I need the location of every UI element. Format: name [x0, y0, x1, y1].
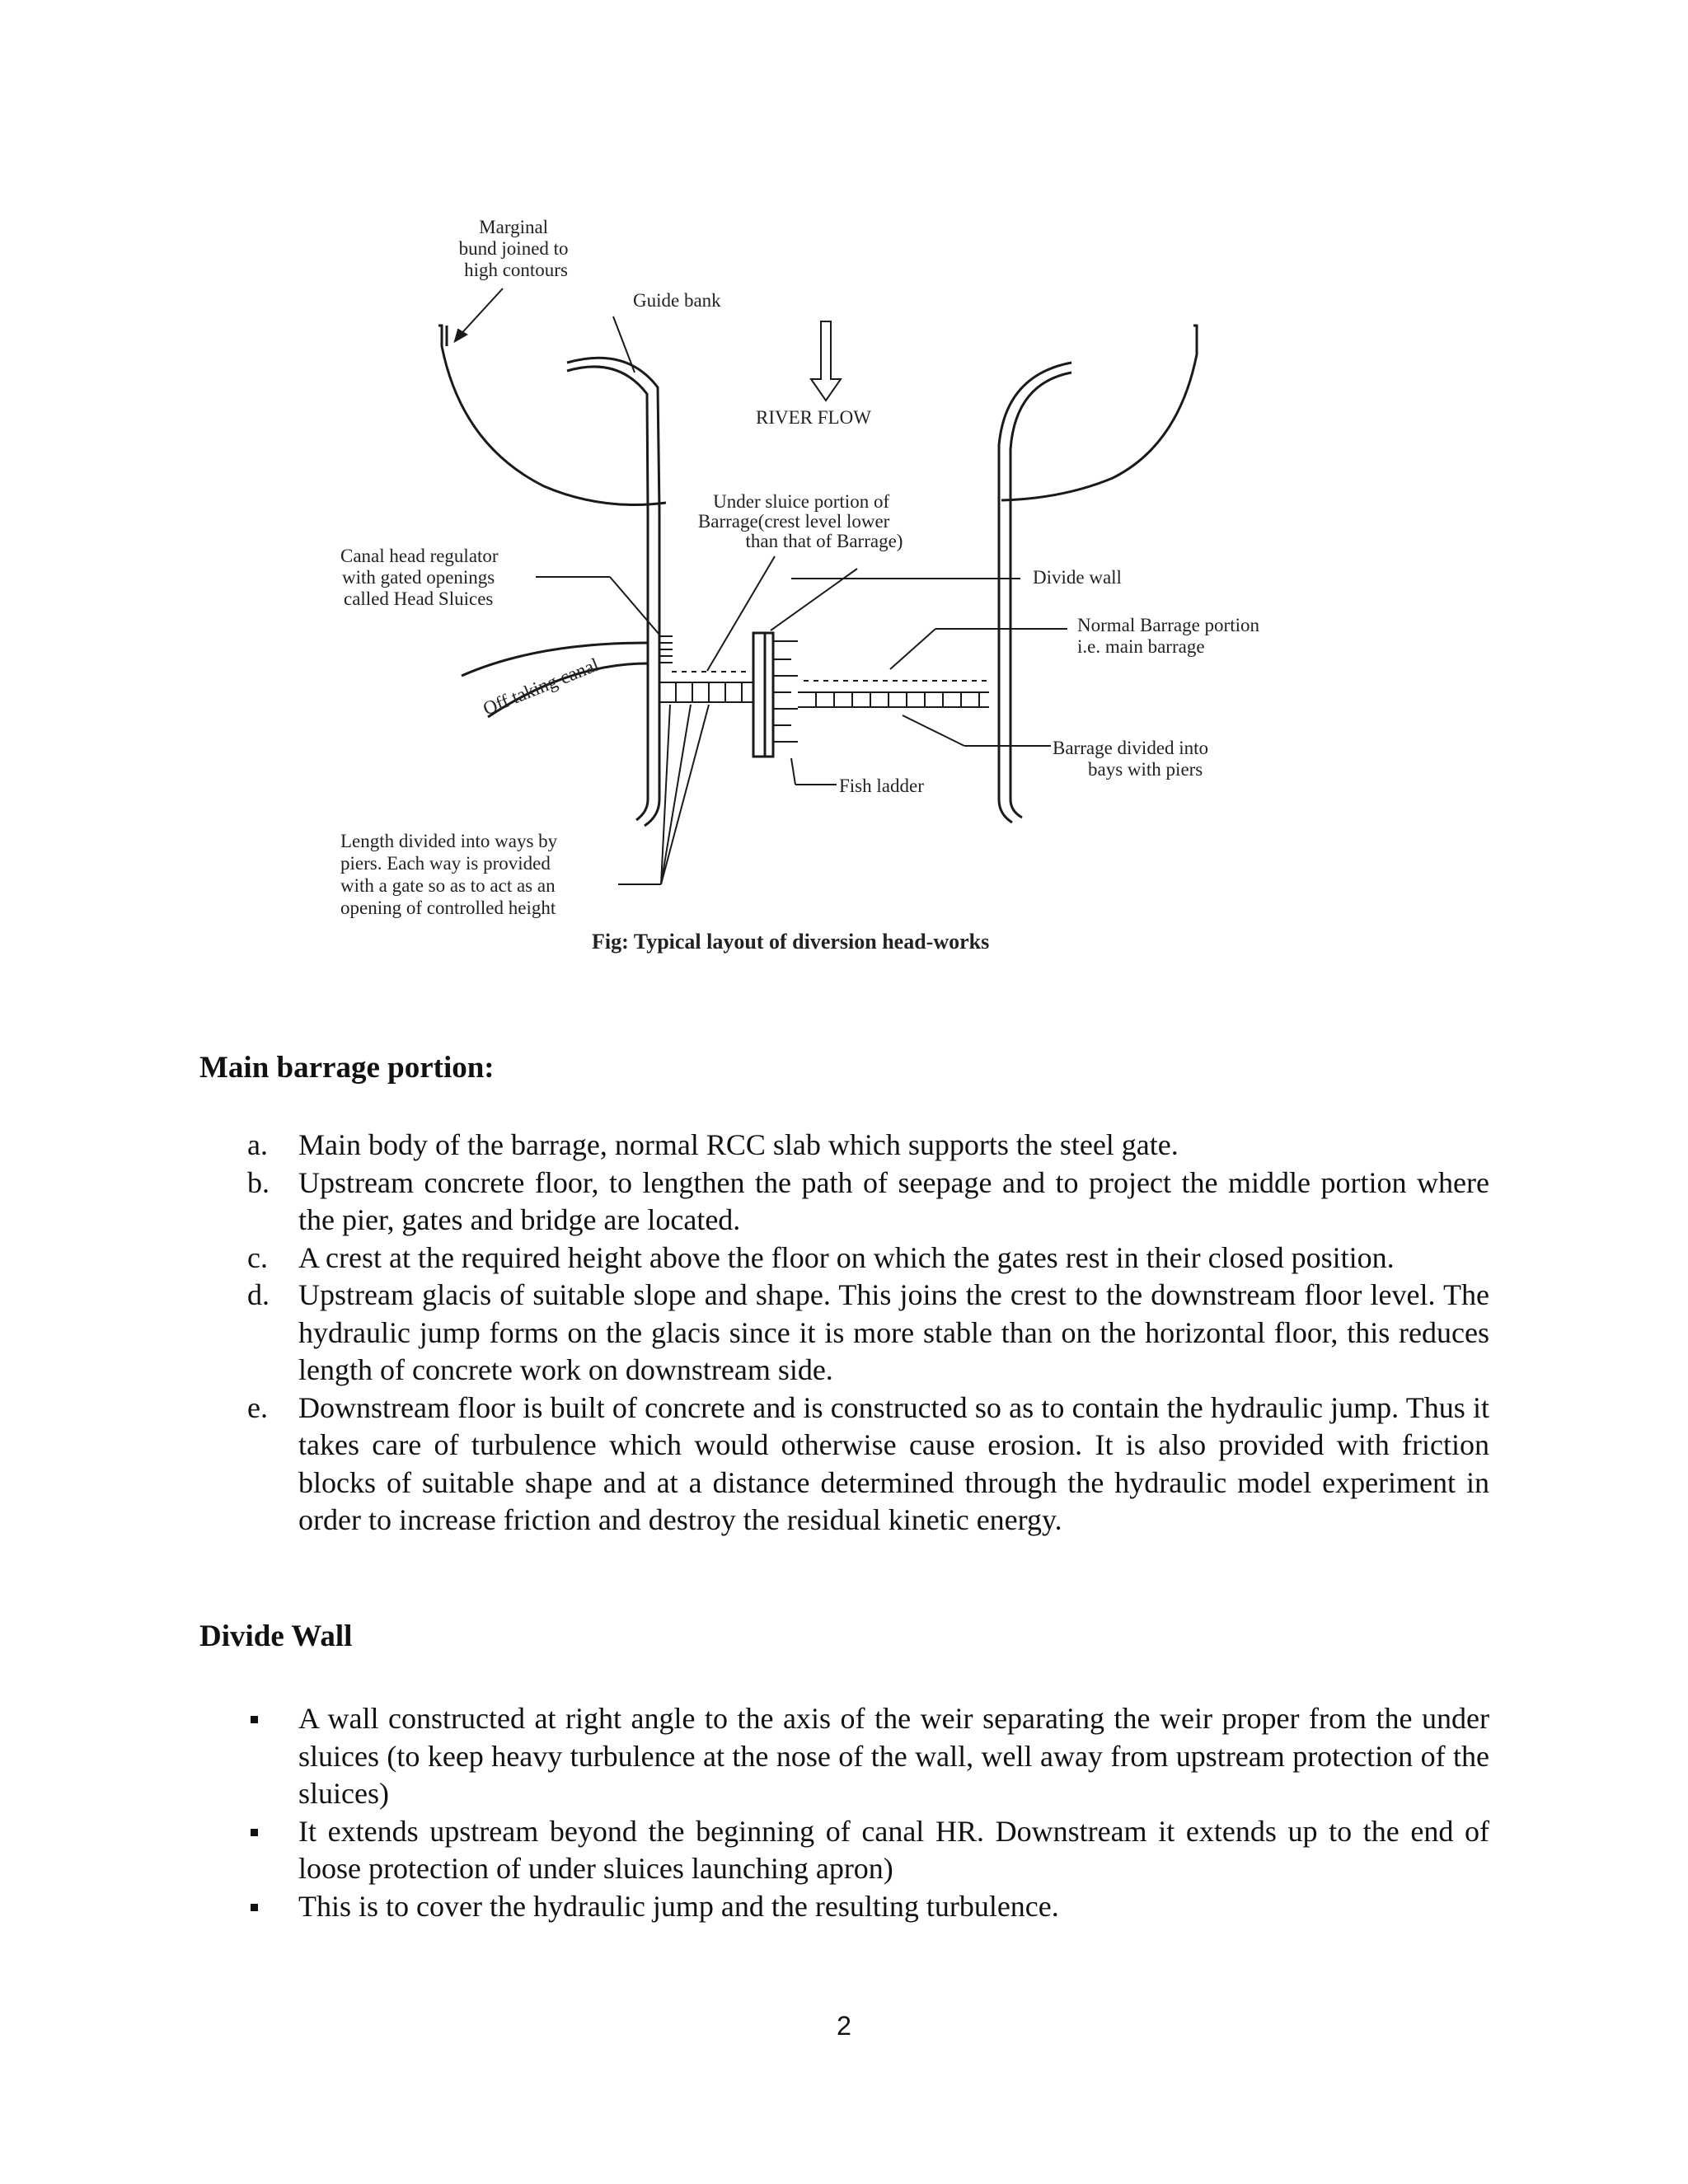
divide-wall-list [199, 1700, 1489, 1925]
list-item: It extends upstream beyond the beginning of canal HR. Downstream it extends up to the end of loose protection of under sluices launching apron) [199, 1813, 1489, 1888]
main-barrage-list [199, 1127, 1489, 1540]
left-marginal-bund [438, 326, 666, 505]
bullet-square-icon [251, 1829, 258, 1836]
label-normal-barrage: Normal Barrage portion i.e. main barrage [1077, 615, 1259, 657]
under-sluice-barrage [659, 672, 754, 702]
heading-main-barrage: Main barrage portion: [199, 1051, 495, 1085]
figure-caption: Fig: Typical layout of diversion head-works [592, 930, 990, 954]
bullet-square-icon [251, 1716, 258, 1723]
label-guide-bank: Guide bank [633, 290, 721, 311]
list-item: d. Upstream glacis of suitable slope and shape. This joins the crest to the downstream floor level. The hydraulic jump forms on the glacis since it is more stable than on the horizontal floor, this reduces length of concrete work on downstream side. [247, 1278, 1489, 1386]
label-marginal-bund: Marginal bund joined to high contours [458, 217, 569, 280]
label-under-sluice: Under sluice portion of Barrage(crest level lower than that of Barrage) [697, 491, 903, 551]
list-item: This is to cover the hydraulic jump and the resulting turbulence. [199, 1888, 1489, 1926]
label-off-taking-canal: Off taking canal [480, 654, 603, 719]
list-item: c. A crest at the required height above the floor on which the gates rest in their closed position. [247, 1240, 1395, 1274]
label-canal-head-regulator: Canal head regulator with gated openings called Head Sluices [340, 546, 499, 609]
main-barrage-bays [798, 681, 989, 707]
label-length-divided: Length divided into ways by piers. Each way is provided with a gate so as to act as an opening of controlled height [340, 831, 558, 918]
label-fish-ladder: Fish ladder [839, 776, 924, 796]
fish-ladder-block [753, 633, 798, 757]
bullet-square-icon [251, 1904, 258, 1911]
label-divide-wall: Divide wall [1033, 567, 1122, 588]
page-number: 2 [837, 2011, 851, 2041]
label-river-flow: RIVER FLOW [756, 407, 871, 428]
list-item: e. Downstream floor is built of concrete and is constructed so as to contain the hydraulic jump. Thus it takes care of turbulence which would otherwise cause erosion. It is also provided with friction blocks of suitable shape and at a distance determined through the hydraulic model experiment in order to increase friction and destroy the residual kinetic energy. [247, 1390, 1489, 1536]
head-sluice-gates [659, 636, 673, 663]
list-item: A wall constructed at right angle to the axis of the weir separating the weir proper from the under sluices (to keep heavy turbulence at the nose of the wall, well away from upstream protection of the sluices) [199, 1700, 1489, 1813]
river-flow-arrow [811, 321, 841, 401]
label-barrage-bays: Barrage divided into bays with piers [1053, 738, 1209, 780]
leader-lines [455, 288, 1067, 884]
list-item: b. Upstream concrete floor, to lengthen the path of seepage and to project the middle portion where the pier, gates and bridge are located. [247, 1165, 1489, 1236]
diversion-headworks-figure [0, 0, 1688, 989]
heading-divide-wall: Divide Wall [199, 1619, 353, 1653]
right-marginal-bund [1001, 326, 1197, 500]
list-item: a. Main body of the barrage, normal RCC slab which supports the steel gate. [247, 1128, 1179, 1161]
left-guide-bank [567, 358, 659, 826]
